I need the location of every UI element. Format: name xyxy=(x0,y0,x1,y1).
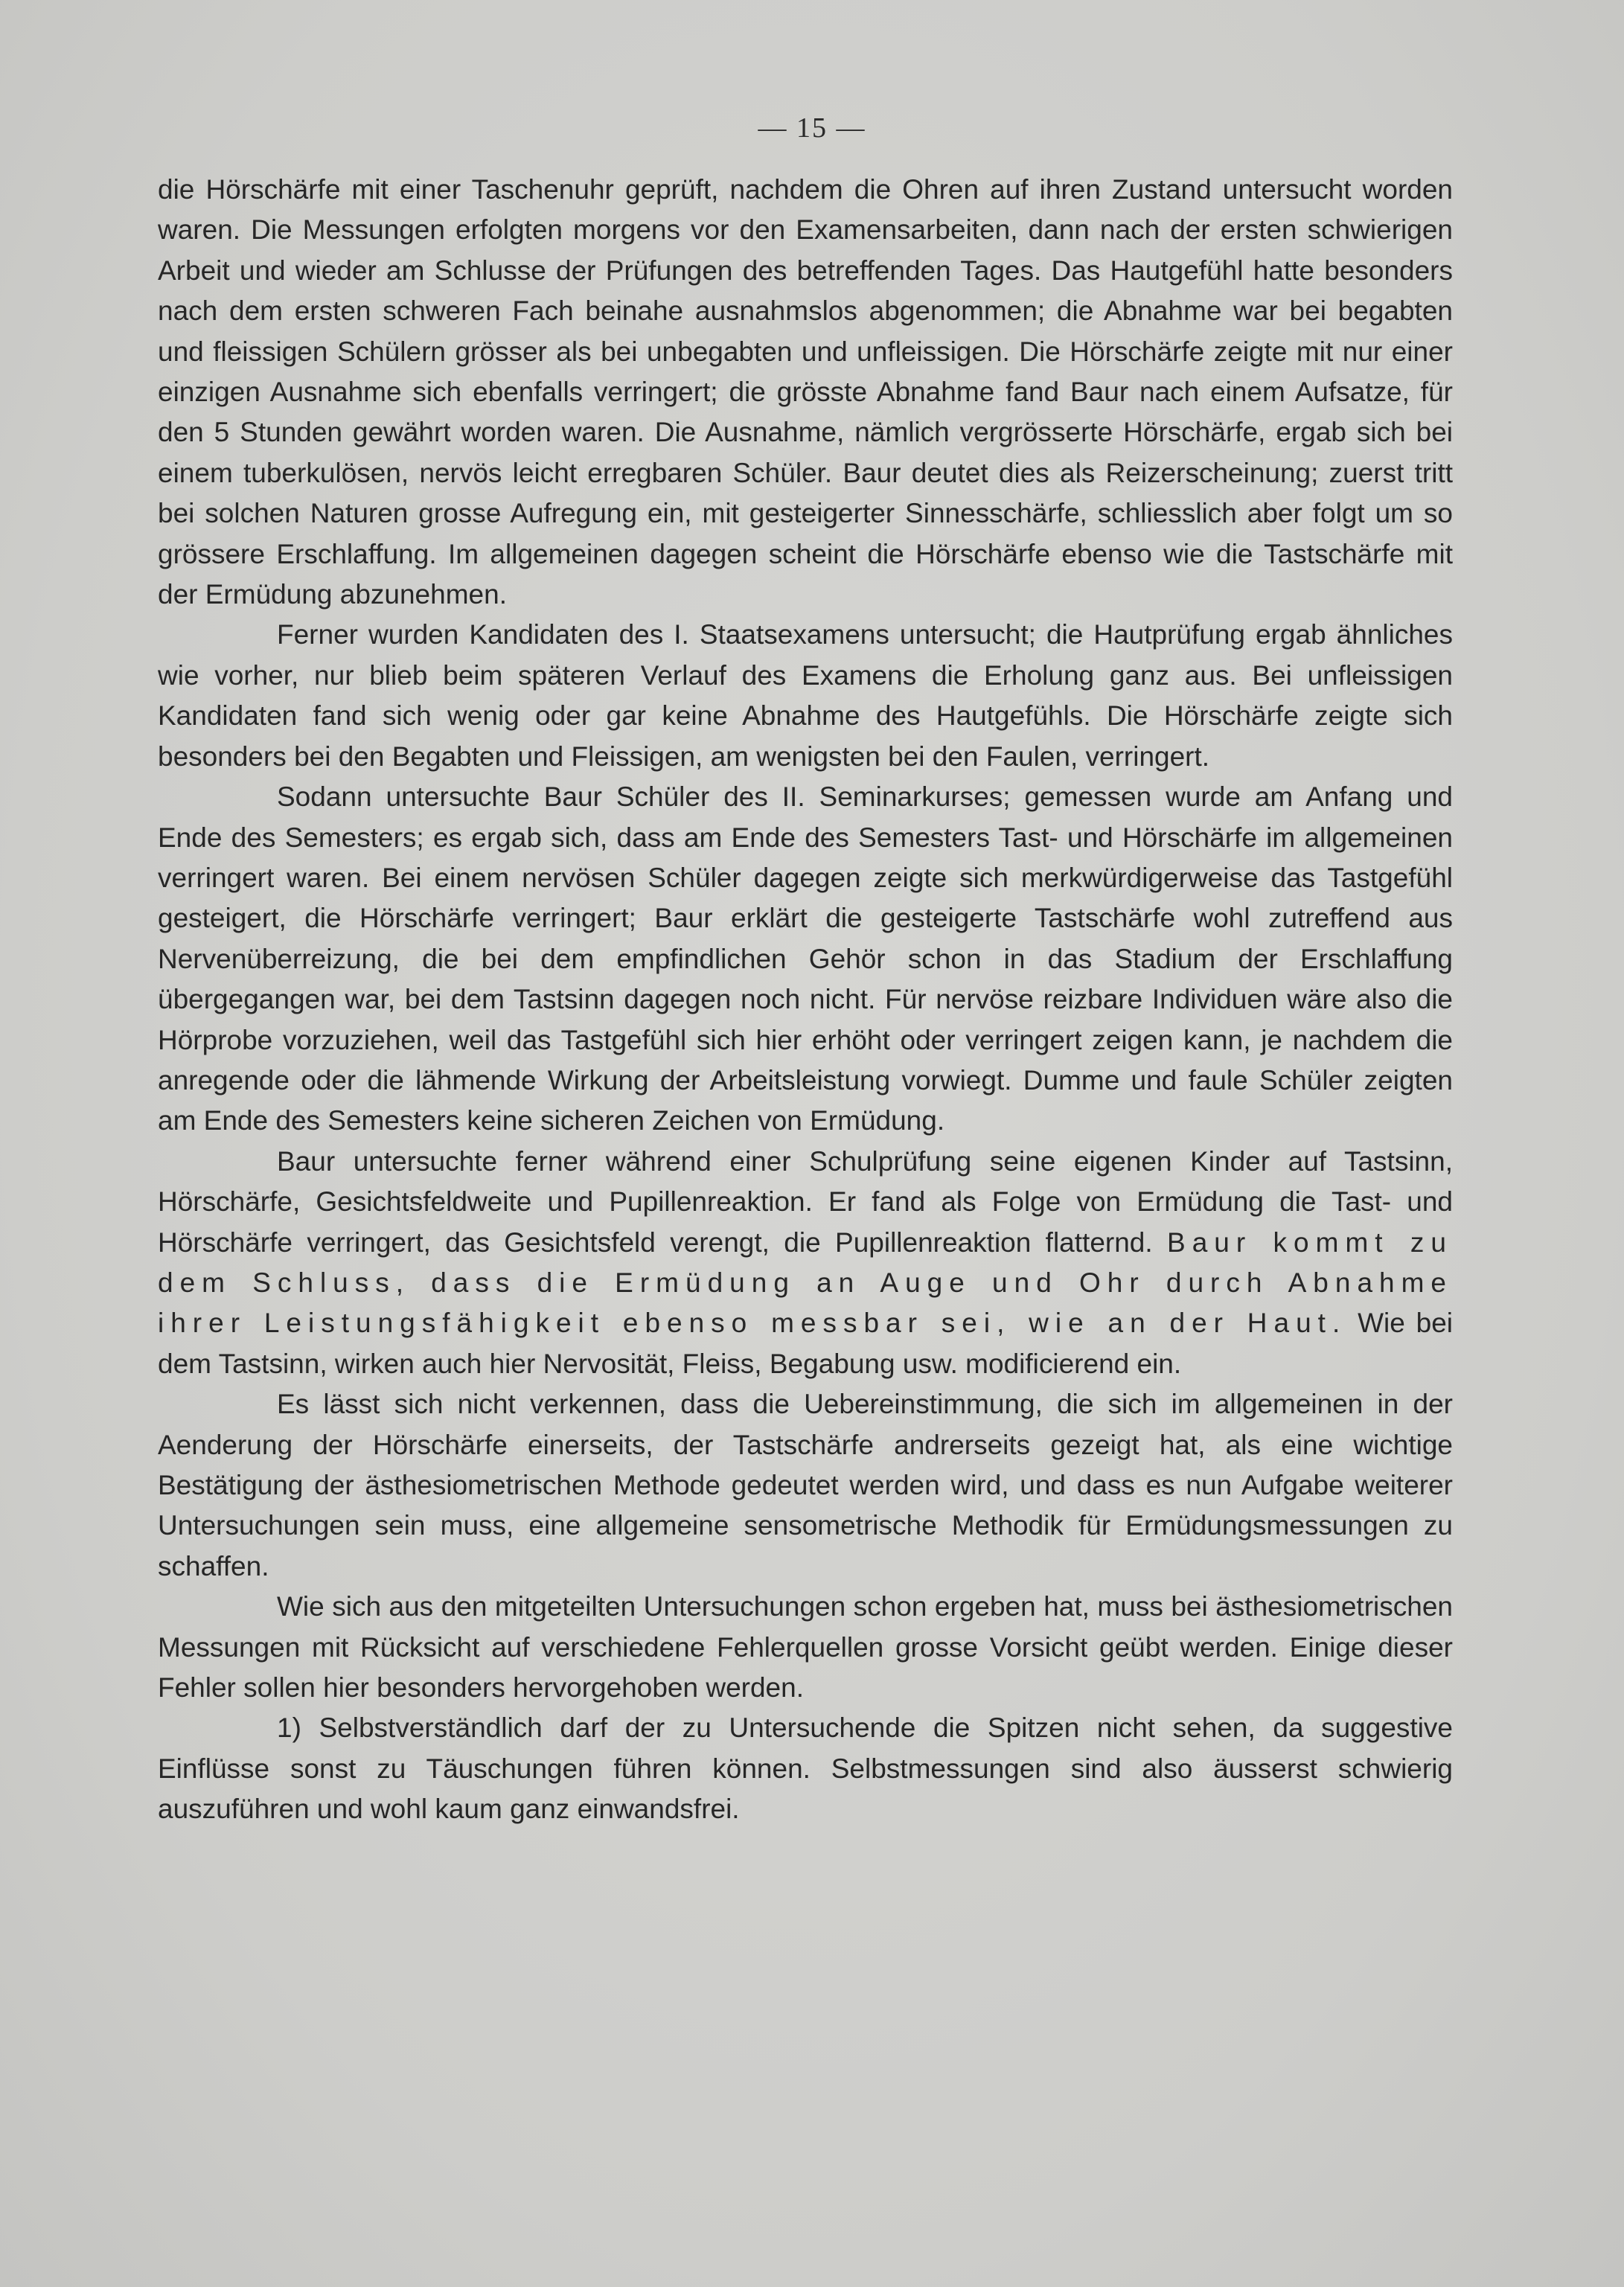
paragraph-4-end: Wie bei dem Tastsinn, wirken auch hier Nervosität, Fleiss, Begabung usw. modificierend ein. xyxy=(158,1308,1453,1379)
paragraph-4-start: Baur untersuchte ferner während einer Schulprüfung seine eigenen Kinder auf Tastsinn, Hörschärfe, Gesichtsfeldweite und Pupillenreaktion. Er fand als Folge von Ermüdung die Tast- und Hörschärfe verringert, das Gesichtsfeld verengt, die Pupillenreaktion flatternd. xyxy=(158,1145,1453,1258)
paragraph-4-emphasis: Baur kommt zu dem Schluss, dass die Ermüdung an Auge und Ohr durch Abnahme ihrer Leistungsfähigkeit ebenso messbar sei, wie an der Haut. xyxy=(158,1226,1454,1339)
paragraph-5: Es lässt sich nicht verkennen, dass die Uebereinstimmung, die sich im allgemeinen in der Aenderung der Hörschärfe einerseits, der Tastschärfe andrerseits gezeigt hat, als eine wichtige Bestätigung der ästhesiometrischen Methode gedeutet werden wird, und dass es nun Aufgabe weiterer Untersuchungen sein muss, eine allgemeine sensometrische Methodik für Ermüdungsmessungen zu schaffen. xyxy=(158,1389,1453,1581)
body-text xyxy=(158,170,1453,1830)
page-number: — 15 — xyxy=(758,112,866,144)
paragraph-2: Ferner wurden Kandidaten des I. Staatsexamens untersucht; die Hautprüfung ergab ähnliches wie vorher, nur blieb beim späteren Verlauf des Examens die Erholung ganz aus. Bei unfleissigen Kandidaten fand sich wenig oder gar keine Abnahme des Hautgefühls. Die Hörschärfe zeigte sich besonders bei den Begabten und Fleissigen, am wenigsten bei den Faulen, verringert. xyxy=(158,619,1453,772)
paragraph-7: 1) Selbstverständlich darf der zu Untersuchende die Spitzen nicht sehen, da suggestive Einflüsse sonst zu Täuschungen führen können. Selbstmessungen sind also äusserst schwierig auszuführen und wohl kaum ganz einwandsfrei. xyxy=(158,1712,1453,1825)
paragraph-4 xyxy=(158,1142,1453,1384)
paragraph-6: Wie sich aus den mitgeteilten Untersuchungen schon ergeben hat, muss bei ästhesiometrischen Messungen mit Rücksicht auf verschiedene Fehlerquellen grosse Vorsicht geübt werden. Einige dieser Fehler sollen hier besonders hervorgehoben werden. xyxy=(158,1591,1453,1704)
paragraph-1: die Hörschärfe mit einer Taschenuhr geprüft, nachdem die Ohren auf ihren Zustand untersucht worden waren. Die Messungen erfolgten morgens vor den Examensarbeiten, dann nach der ersten schwierigen Arbeit und wieder am Schlusse der Prüfungen des betreffenden Tages. Das Hautgefühl hatte besonders nach dem ersten schweren Fach beinahe ausnahmslos abgenommen; die Abnahme war bei begabten und fleissigen Schülern grösser als bei unbegabten und unfleissigen. Die Hörschärfe zeigte mit nur einer einzigen Ausnahme sich ebenfalls verringert; die grösste Abnahme fand Baur nach einem Aufsatze, für den 5 Stunden gewährt worden waren. Die Ausnahme, nämlich vergrösserte Hörschärfe, ergab sich bei einem tuberkulösen, nervös leicht erregbaren Schüler. Baur deutet dies als Reizerscheinung; zuerst tritt bei solchen Naturen grosse Aufregung ein, mit gesteigerter Sinnesschärfe, schliesslich aber folgt um so grössere Erschlaffung. Im allgemeinen dagegen scheint die Hörschärfe ebenso wie die Tastschärfe mit der Ermüdung abzunehmen. xyxy=(158,174,1453,610)
paragraph-3: Sodann untersuchte Baur Schüler des II. Seminarkurses; gemessen wurde am Anfang und Ende des Semesters; es ergab sich, dass am Ende des Semesters Tast- und Hörschärfe im allgemeinen verringert waren. Bei einem nervösen Schüler dagegen zeigte sich merkwürdigerweise das Tastgefühl gesteigert, die Hörschärfe verringert; Baur erklärt die gesteigerte Tastschärfe wohl zutreffend aus Nervenüberreizung, die bei dem empfindlichen Gehör schon in das Stadium der Erschlaffung übergegangen war, bei dem Tastsinn dagegen noch nicht. Für nervöse reizbare Individuen wäre also die Hörprobe vorzuziehen, weil das Tastgefühl sich hier erhöht oder verringert zeigen kann, je nachdem die anregende oder die lähmende Wirkung der Arbeitsleistung vorwiegt. Dumme und faule Schüler zeigten am Ende des Semesters keine sicheren Zeichen von Ermüdung. xyxy=(158,781,1453,1136)
